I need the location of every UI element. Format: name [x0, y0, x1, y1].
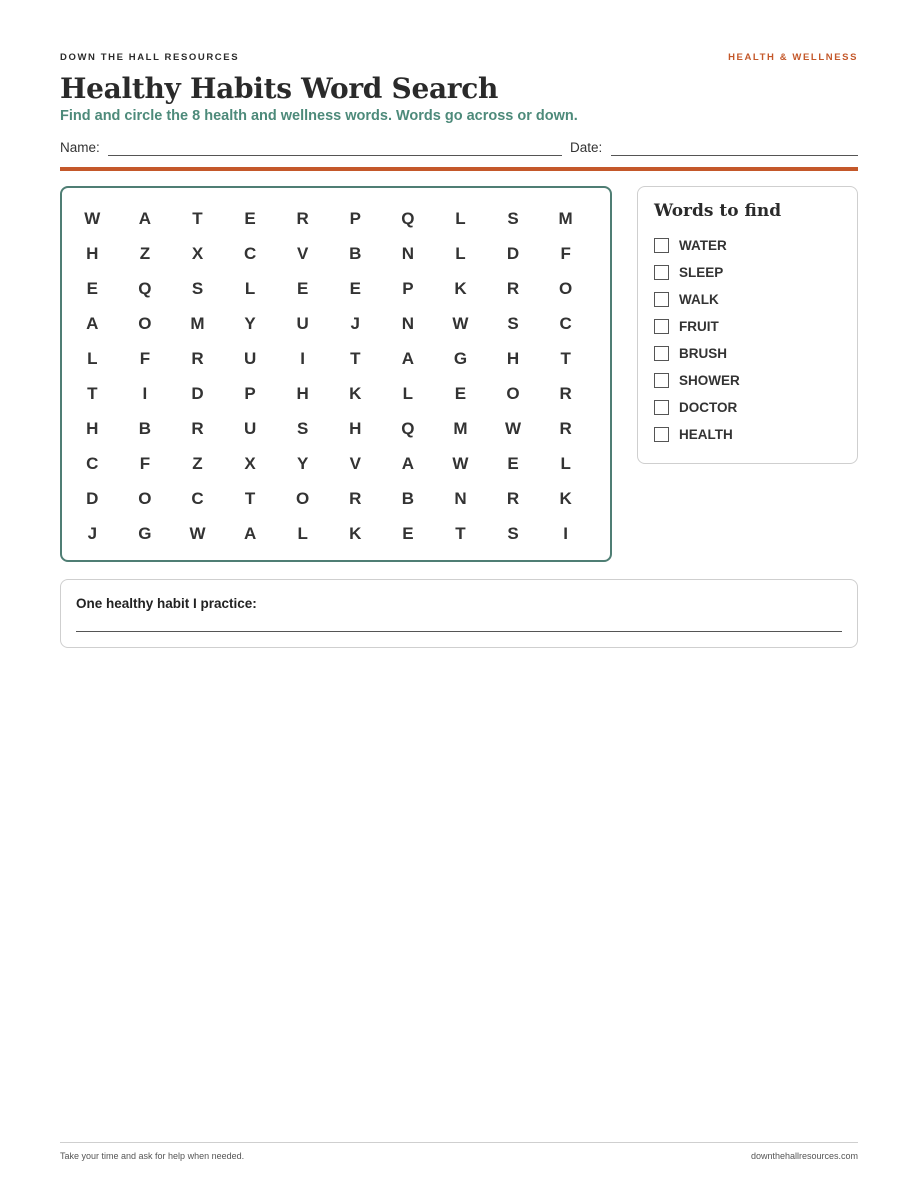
date-field-line[interactable]: [611, 155, 858, 156]
word-checkbox[interactable]: [654, 346, 669, 361]
date-label: Date:: [570, 140, 603, 155]
grid-letter[interactable]: W: [84, 209, 101, 228]
word-label: FRUIT: [679, 319, 719, 334]
word-checkbox[interactable]: [654, 427, 669, 442]
grid-letter[interactable]: L: [297, 524, 308, 543]
footer-url: downthehallresources.com: [750, 1151, 858, 1161]
grid-letter[interactable]: L: [87, 349, 98, 368]
grid-letter[interactable]: E: [507, 454, 519, 473]
grid-letter[interactable]: L: [455, 244, 466, 263]
grid-letter[interactable]: R: [506, 279, 520, 298]
grid-letter[interactable]: S: [191, 279, 204, 298]
grid-letter[interactable]: P: [402, 279, 414, 298]
grid-letter[interactable]: U: [296, 314, 309, 333]
name-label: Name:: [60, 140, 100, 155]
word-label: SHOWER: [679, 373, 740, 388]
grid-letter[interactable]: O: [559, 279, 573, 298]
grid-letter[interactable]: I: [142, 384, 148, 403]
grid-letter[interactable]: T: [350, 349, 361, 368]
grid-letter[interactable]: H: [86, 244, 99, 263]
grid-letter[interactable]: Q: [401, 419, 415, 438]
grid-letter[interactable]: M: [453, 419, 468, 438]
word-bank-item: [654, 394, 740, 421]
word-checkbox[interactable]: [654, 400, 669, 415]
grid-row: [66, 376, 598, 411]
grid-letter[interactable]: D: [191, 384, 204, 403]
grid-letter[interactable]: R: [296, 209, 309, 228]
word-bank-item: [654, 286, 740, 313]
grid-letter[interactable]: F: [560, 244, 571, 263]
grid-letter[interactable]: J: [87, 524, 98, 543]
grid-letter[interactable]: L: [560, 454, 571, 473]
grid-letter[interactable]: X: [244, 454, 256, 473]
grid-letter[interactable]: O: [138, 489, 152, 508]
grid-letter[interactable]: E: [297, 279, 309, 298]
grid-letter[interactable]: A: [138, 209, 152, 228]
grid-letter[interactable]: S: [507, 314, 519, 333]
page-title: Healthy Habits Word Search: [60, 72, 499, 105]
grid-row: [66, 271, 598, 306]
header-divider: [60, 167, 858, 171]
grid-letter[interactable]: W: [452, 454, 469, 473]
grid-letter[interactable]: T: [87, 384, 98, 403]
grid-letter[interactable]: Z: [139, 244, 151, 263]
grid-letter[interactable]: O: [506, 384, 520, 403]
grid-letter[interactable]: A: [243, 524, 257, 543]
grid-letter[interactable]: L: [244, 279, 256, 298]
grid-letter[interactable]: I: [300, 349, 306, 368]
grid-letter[interactable]: L: [402, 384, 414, 403]
grid-letter[interactable]: S: [507, 524, 519, 543]
grid-letter[interactable]: B: [349, 244, 362, 263]
grid-letter[interactable]: H: [349, 419, 362, 438]
grid-letter[interactable]: M: [190, 314, 205, 333]
grid-letter[interactable]: G: [453, 349, 468, 368]
grid-letter[interactable]: A: [401, 349, 414, 368]
word-bank-title: Words to find: [654, 201, 782, 221]
grid-letter[interactable]: R: [349, 489, 362, 508]
grid-letter[interactable]: O: [296, 489, 310, 508]
grid-letter[interactable]: N: [454, 489, 467, 508]
grid-letter[interactable]: S: [507, 209, 519, 228]
grid-letter[interactable]: T: [560, 349, 571, 368]
grid-letter[interactable]: U: [243, 349, 257, 368]
grid-letter[interactable]: W: [505, 419, 522, 438]
grid-letter[interactable]: I: [563, 524, 568, 543]
grid-letter[interactable]: H: [86, 419, 99, 438]
word-bank-item: [654, 313, 740, 340]
grid-letter[interactable]: T: [244, 489, 256, 508]
word-checkbox[interactable]: [654, 292, 669, 307]
grid-letter[interactable]: P: [349, 209, 361, 228]
grid-letter[interactable]: H: [506, 349, 520, 368]
grid-letter[interactable]: W: [189, 524, 206, 543]
grid-row: [66, 446, 598, 481]
grid-letter[interactable]: W: [452, 314, 469, 333]
grid-letter[interactable]: T: [455, 524, 466, 543]
grid-letter[interactable]: Z: [192, 454, 203, 473]
grid-letter[interactable]: G: [138, 524, 152, 543]
grid-row: [66, 236, 598, 271]
grid-letter[interactable]: B: [138, 419, 152, 438]
grid-letter[interactable]: E: [86, 279, 98, 298]
grid-letter[interactable]: K: [349, 524, 362, 543]
grid-letter[interactable]: F: [139, 349, 151, 368]
grid-letter[interactable]: R: [559, 384, 572, 403]
grid-letter[interactable]: A: [86, 314, 99, 333]
grid-letter[interactable]: C: [191, 489, 204, 508]
grid-letter[interactable]: N: [401, 314, 414, 333]
grid-letter[interactable]: C: [559, 314, 572, 333]
grid-letter[interactable]: F: [139, 454, 151, 473]
footer-divider: [60, 1142, 858, 1143]
word-bank-panel: [637, 186, 858, 464]
grid-row: [66, 481, 598, 516]
grid-letter[interactable]: A: [401, 454, 414, 473]
word-checkbox[interactable]: [654, 265, 669, 280]
grid-letter[interactable]: Y: [297, 454, 309, 473]
word-label: HEALTH: [679, 427, 733, 442]
grid-letter[interactable]: K: [454, 279, 467, 298]
word-bank-list: [654, 232, 740, 448]
grid-row: [66, 516, 598, 551]
grid-letter[interactable]: X: [191, 244, 204, 263]
word-bank-item: [654, 232, 740, 259]
grid-letter[interactable]: B: [401, 489, 414, 508]
grid-letter[interactable]: Q: [401, 209, 415, 228]
grid-letter[interactable]: D: [86, 489, 99, 508]
grid-letter[interactable]: L: [455, 209, 466, 228]
grid-letter[interactable]: E: [454, 384, 467, 403]
brand-name: DOWN THE HALL RESOURCES: [60, 52, 240, 63]
grid-letter[interactable]: U: [243, 419, 257, 438]
grid-letter[interactable]: K: [349, 384, 362, 403]
top-bar: [60, 52, 858, 64]
word-label: WATER: [679, 238, 727, 253]
word-checkbox[interactable]: [654, 238, 669, 253]
word-checkbox[interactable]: [654, 319, 669, 334]
grid-row: [66, 306, 598, 341]
word-checkbox[interactable]: [654, 373, 669, 388]
word-label: SLEEP: [679, 265, 724, 280]
grid-row: [66, 341, 598, 376]
word-bank-item: [654, 340, 740, 367]
worksheet-page: [60, 0, 858, 1188]
instructions: Find and circle the 8 health and wellness words. Words go across or down.: [60, 108, 578, 124]
grid-letter[interactable]: V: [297, 244, 309, 263]
grid-letter[interactable]: H: [296, 384, 309, 403]
grid-letter[interactable]: C: [243, 244, 257, 263]
grid-letter[interactable]: N: [401, 244, 414, 263]
category-label: HEALTH & WELLNESS: [728, 52, 858, 63]
grid-letter[interactable]: E: [244, 209, 256, 228]
word-label: DOCTOR: [679, 400, 738, 415]
grid-letter[interactable]: V: [349, 454, 361, 473]
footer-note: Take your time and ask for help when needed.: [60, 1151, 245, 1161]
grid-letter[interactable]: S: [297, 419, 309, 438]
habit-prompt: One healthy habit I practice:: [76, 596, 257, 611]
grid-row: [66, 201, 598, 236]
grid-letter[interactable]: K: [559, 489, 572, 508]
habit-answer-line[interactable]: [76, 631, 842, 632]
word-label: WALK: [679, 292, 719, 307]
grid-letter[interactable]: M: [558, 209, 573, 228]
grid-row: [66, 411, 598, 446]
grid-letter[interactable]: J: [350, 314, 360, 333]
grid-letter[interactable]: R: [506, 489, 520, 508]
grid-letter[interactable]: E: [349, 279, 361, 298]
word-bank-item: [654, 259, 740, 286]
grid-letter[interactable]: R: [559, 419, 572, 438]
grid-letter[interactable]: P: [244, 384, 256, 403]
grid-letter[interactable]: Y: [244, 314, 256, 333]
word-search-grid-box: [60, 186, 612, 562]
word-bank-item: [654, 421, 740, 448]
grid-letter[interactable]: T: [192, 209, 203, 228]
name-field-line[interactable]: [108, 155, 562, 156]
grid-letter[interactable]: R: [191, 349, 204, 368]
grid-letter[interactable]: R: [191, 419, 204, 438]
name-date-row: [60, 140, 858, 158]
grid-letter[interactable]: C: [86, 454, 99, 473]
word-search-grid: [66, 201, 598, 551]
grid-letter[interactable]: O: [138, 314, 152, 333]
grid-letter[interactable]: E: [402, 524, 414, 543]
grid-letter[interactable]: D: [506, 244, 520, 263]
habit-box: [60, 579, 858, 648]
word-bank-item: [654, 367, 740, 394]
grid-letter[interactable]: Q: [138, 279, 152, 298]
word-label: BRUSH: [679, 346, 728, 361]
